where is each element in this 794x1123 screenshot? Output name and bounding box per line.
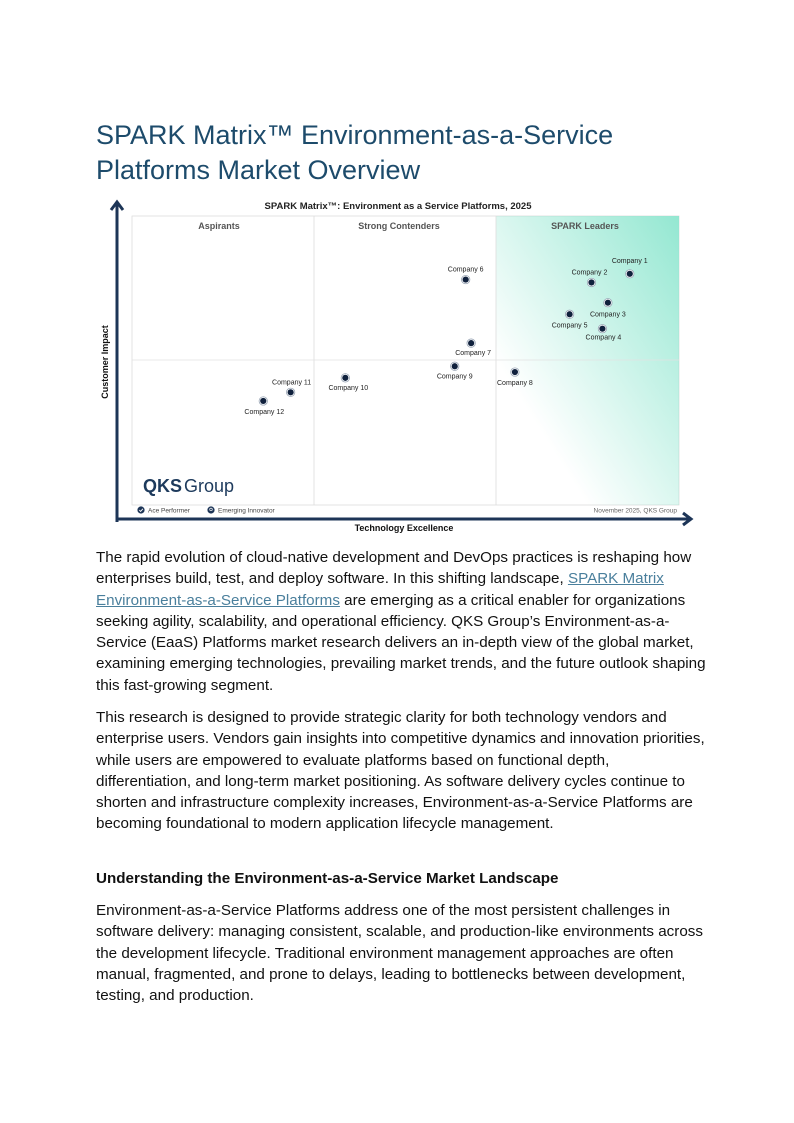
data-point-label-company-8: Company 8 (497, 380, 533, 388)
y-axis-label: Customer Impact (100, 325, 110, 399)
paragraph-landscape: Environment-as-a-Service Platforms address one of the most persistent challenges in software delivery: managing consistent, scalable, and production-like environments across the development lifecycle. Traditional environment management approaches are often manual, fragmented, and prone to delays, leading to bottlenecks between development, testing, and production. (96, 902, 703, 1005)
paragraph-intro-text-b: are emerging as a critical enabler for organizations seeking agility, scalability, and operational efficiency. QKS Group’s Environment-as-a-Service (EaaS) Platforms market research delivers an in-depth view of the global market, examining emerging technologies, prevailing market trends, and the future outlook shaping this fast-growing segment. (96, 591, 706, 694)
legend-ace-performer: Ace Performer (148, 507, 190, 515)
section-heading: Understanding the Environment-as-a-Service Market Landscape (96, 870, 559, 887)
spark-matrix-figure (96, 196, 700, 538)
data-point-label-company-2: Company 2 (571, 269, 608, 277)
quadrant-label-spark-leaders: SPARK Leaders (551, 221, 619, 231)
brand-logo-bold: QKS (143, 476, 183, 496)
footer-note: November 2025, QKS Group (593, 507, 677, 515)
paragraph-intro (96, 547, 706, 696)
data-point-label-company-3: Company 3 (589, 311, 626, 319)
data-point-label-company-12: Company 12 (244, 408, 285, 416)
brand-logo (143, 476, 234, 496)
paragraph-intro-text-a: The rapid evolution of cloud-native development and DevOps practices is reshaping how enterprises build, test, and deploy software. In this shifting landscape, (96, 549, 692, 588)
data-point-company-8 (512, 369, 518, 375)
chart-title: SPARK Matrix™: Environment as a Service Platforms, 2025 (264, 201, 532, 212)
data-point-label-company-5: Company 5 (551, 322, 588, 330)
x-axis-label: Technology Excellence (354, 523, 454, 533)
quadrant-label-strong-contenders: Strong Contenders (358, 221, 440, 231)
data-point-company-2 (588, 279, 594, 285)
data-point-company-11 (288, 389, 294, 395)
data-point-company-4 (599, 326, 605, 332)
data-point-label-company-11: Company 11 (272, 379, 312, 387)
data-point-label-company-6: Company 6 (447, 266, 484, 274)
data-point-company-7 (468, 340, 474, 346)
spark-matrix-link[interactable]: SPARK Matrix Environment-as-a-Service Platforms (96, 570, 664, 609)
data-point-company-9 (452, 363, 458, 369)
quadrant-label-aspirants: Aspirants (198, 221, 240, 231)
data-point-label-company-7: Company 7 (455, 350, 492, 358)
data-point-label-company-4: Company 4 (585, 334, 622, 342)
data-point-company-3 (605, 300, 611, 306)
paragraph-research: This research is designed to provide strategic clarity for both technology vendors and enterprise users. Vendors gain insights into competitive dynamics and innovation priorities, while users are empowered to evaluate platforms based on functional depth, differentiation, and long-term market positioning. As software delivery cycles continue to shorten and infrastructure complexity increases, Environment-as-a-Service Platforms are becoming foundational to modern application lifecycle management. (96, 709, 705, 833)
data-point-company-10 (342, 375, 348, 381)
legend (137, 506, 677, 514)
lightbulb-circle-icon (207, 506, 214, 513)
data-point-label-company-9: Company 9 (436, 373, 473, 381)
data-point-company-6 (463, 276, 469, 282)
legend-emerging-innovator: Emerging Innovator (218, 507, 275, 515)
data-point-label-company-10: Company 10 (328, 384, 369, 392)
brand-logo-light: Group (184, 476, 235, 496)
data-point-company-1 (627, 271, 633, 277)
data-point-company-12 (260, 398, 266, 404)
spark-matrix-chart (96, 196, 700, 538)
page-title: SPARK Matrix™ Environment-as-a-Service Platforms Market Overview (96, 120, 614, 185)
data-point-company-5 (567, 311, 573, 317)
check-circle-icon (137, 506, 144, 513)
data-point-label-company-1: Company 1 (611, 257, 648, 265)
leaders-region (496, 216, 679, 505)
